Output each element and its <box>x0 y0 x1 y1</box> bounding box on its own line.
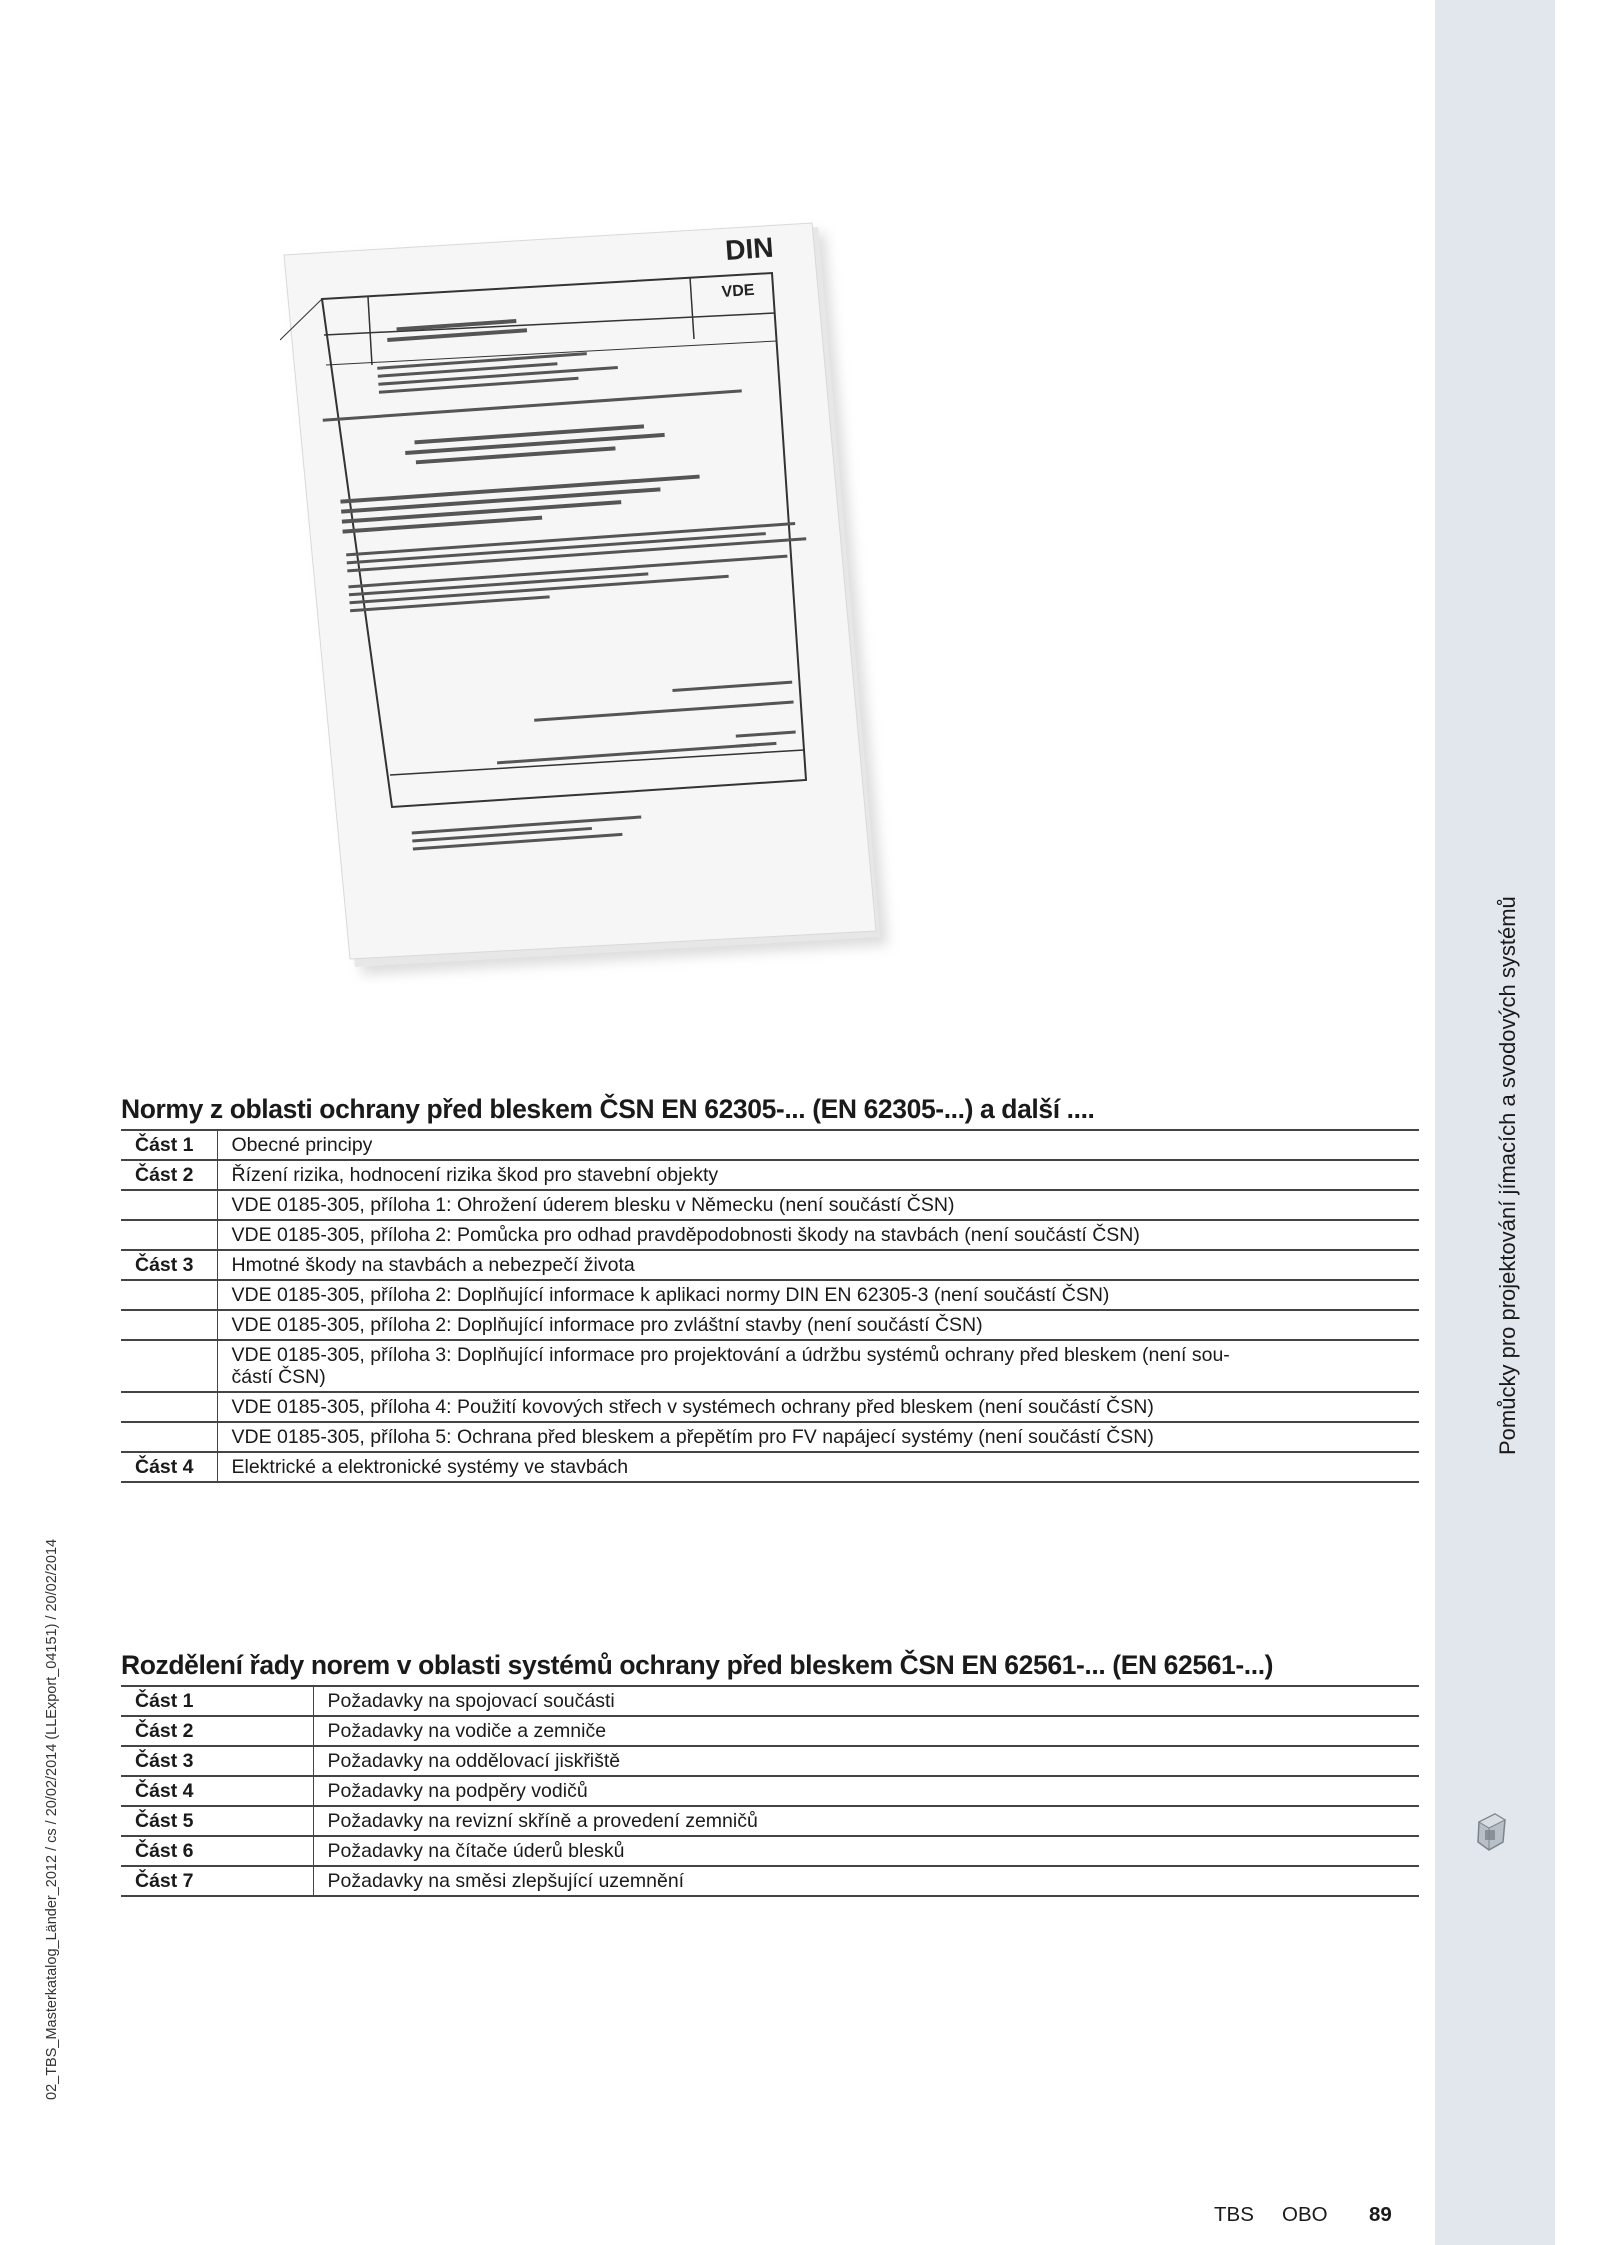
table-row <box>121 1310 1419 1340</box>
part-description <box>313 1716 1419 1746</box>
vde-logo: VDE <box>721 281 756 301</box>
part-label: Část 7 <box>121 1866 313 1896</box>
part-description <box>313 1776 1419 1806</box>
part-description <box>217 1392 1419 1422</box>
table-row <box>121 1340 1419 1392</box>
standard-document-illustration <box>280 215 920 985</box>
part-description <box>217 1190 1419 1220</box>
part-label: Část 1 <box>121 1686 313 1716</box>
table-row <box>121 1686 1419 1716</box>
description-text: VDE 0185-305, příloha 2: Doplňující informace pro zvláštní stavby (není součástí ČSN) <box>231 1314 983 1336</box>
table-row <box>121 1130 1419 1160</box>
part-description <box>217 1280 1419 1310</box>
description-text: VDE 0185-305, příloha 2: Doplňující informace k aplikaci normy DIN EN 62305-3 (není součástí ČSN) <box>231 1284 1110 1306</box>
table-row <box>121 1866 1419 1896</box>
description-text: VDE 0185-305, příloha 2: Pomůcka pro odhad pravděpodobnosti škody na stavbách (není součástí ČSN) <box>231 1224 1140 1246</box>
description-text: Požadavky na vodiče a zemniče <box>327 1720 607 1742</box>
description-text: Řízení rizika, hodnocení rizika škod pro stavební objekty <box>231 1164 719 1186</box>
part-label: Část 4 <box>121 1452 217 1482</box>
part-description <box>217 1422 1419 1452</box>
description-text: Požadavky na čítače úderů blesků <box>327 1840 625 1862</box>
table-row <box>121 1716 1419 1746</box>
table-row <box>121 1160 1419 1190</box>
part-label: Část 2 <box>121 1160 217 1190</box>
table-row <box>121 1280 1419 1310</box>
description-text: Požadavky na oddělovací jiskřiště <box>327 1750 621 1772</box>
table-row <box>121 1836 1419 1866</box>
part-label: Část 3 <box>121 1746 313 1776</box>
part-label <box>121 1190 217 1220</box>
part-label: Část 6 <box>121 1836 313 1866</box>
part-label: Část 4 <box>121 1776 313 1806</box>
part-label <box>121 1340 217 1392</box>
table-row <box>121 1220 1419 1250</box>
table-row <box>121 1190 1419 1220</box>
description-text: VDE 0185-305, příloha 4: Použití kovových střech v systémech ochrany před bleskem (není součástí ČSN) <box>231 1396 1154 1418</box>
part-description <box>217 1452 1419 1482</box>
product-thumbnail-icon <box>1473 1808 1509 1854</box>
table-row <box>121 1392 1419 1422</box>
table-row <box>121 1422 1419 1452</box>
part-label: Část 3 <box>121 1250 217 1280</box>
table-row <box>121 1746 1419 1776</box>
page-number: 89 <box>1369 2203 1392 2226</box>
description-text: Obecné principy <box>231 1134 373 1156</box>
table-en62561 <box>121 1685 1419 1897</box>
part-description <box>217 1340 1419 1392</box>
part-description <box>217 1220 1419 1250</box>
part-description <box>217 1250 1419 1280</box>
table-row <box>121 1776 1419 1806</box>
description-text: Požadavky na spojovací součásti <box>327 1690 615 1712</box>
sidebar-title: Pomůcky pro projektování jímacích a svodových systémů <box>1495 896 1520 1455</box>
part-label <box>121 1220 217 1250</box>
din-logo: DIN <box>724 231 775 266</box>
description-text: VDE 0185-305, příloha 5: Ochrana před bleskem a přepětím pro FV napájecí systémy (není součástí ČSN) <box>231 1426 1154 1448</box>
part-description <box>217 1310 1419 1340</box>
table-row <box>121 1452 1419 1482</box>
table-row <box>121 1250 1419 1280</box>
part-label <box>121 1422 217 1452</box>
print-metadata: 02_TBS_Masterkatalog_Länder_2012 / cs / 20/02/2014 (LLExport_04151) / 20/02/2014 <box>44 1538 60 2100</box>
part-description <box>217 1130 1419 1160</box>
section-title-en62561: Rozdělení řady norem v oblasti systémů ochrany před bleskem ČSN EN 62561-... (EN 62561-...) <box>121 1650 1274 1680</box>
description-text: Požadavky na podpěry vodičů <box>327 1780 588 1802</box>
description-text: VDE 0185-305, příloha 1: Ohrožení úderem blesku v Německu (není součástí ČSN) <box>231 1194 955 1216</box>
description-text: Hmotné škody na stavbách a nebezpečí života <box>231 1254 635 1276</box>
part-description <box>313 1836 1419 1866</box>
footer-brand-tbs: TBS <box>1214 2203 1254 2226</box>
part-label <box>121 1310 217 1340</box>
table-row <box>121 1806 1419 1836</box>
part-label <box>121 1392 217 1422</box>
part-description <box>313 1866 1419 1896</box>
table-en62305 <box>121 1129 1419 1483</box>
part-description <box>217 1160 1419 1190</box>
description-text: Požadavky na směsi zlepšující uzemnění <box>327 1870 685 1892</box>
part-label: Část 1 <box>121 1130 217 1160</box>
description-text: VDE 0185-305, příloha 3: Doplňující informace pro projektování a údržbu systémů ochrany před bleskem (není sou- <box>231 1344 1230 1366</box>
part-description <box>313 1806 1419 1836</box>
description-text: Požadavky na revizní skříně a provedení zemničů <box>327 1810 758 1832</box>
part-description <box>313 1686 1419 1716</box>
description-text-continued: částí ČSN) <box>231 1366 326 1388</box>
part-label: Část 2 <box>121 1716 313 1746</box>
part-label: Část 5 <box>121 1806 313 1836</box>
part-description <box>313 1746 1419 1776</box>
footer-brand-obo: OBO <box>1282 2203 1328 2226</box>
section-title-en62305: Normy z oblasti ochrany před bleskem ČSN EN 62305-... (EN 62305-...) a další .... <box>121 1094 1095 1124</box>
part-label <box>121 1280 217 1310</box>
description-text: Elektrické a elektronické systémy ve stavbách <box>231 1456 629 1478</box>
